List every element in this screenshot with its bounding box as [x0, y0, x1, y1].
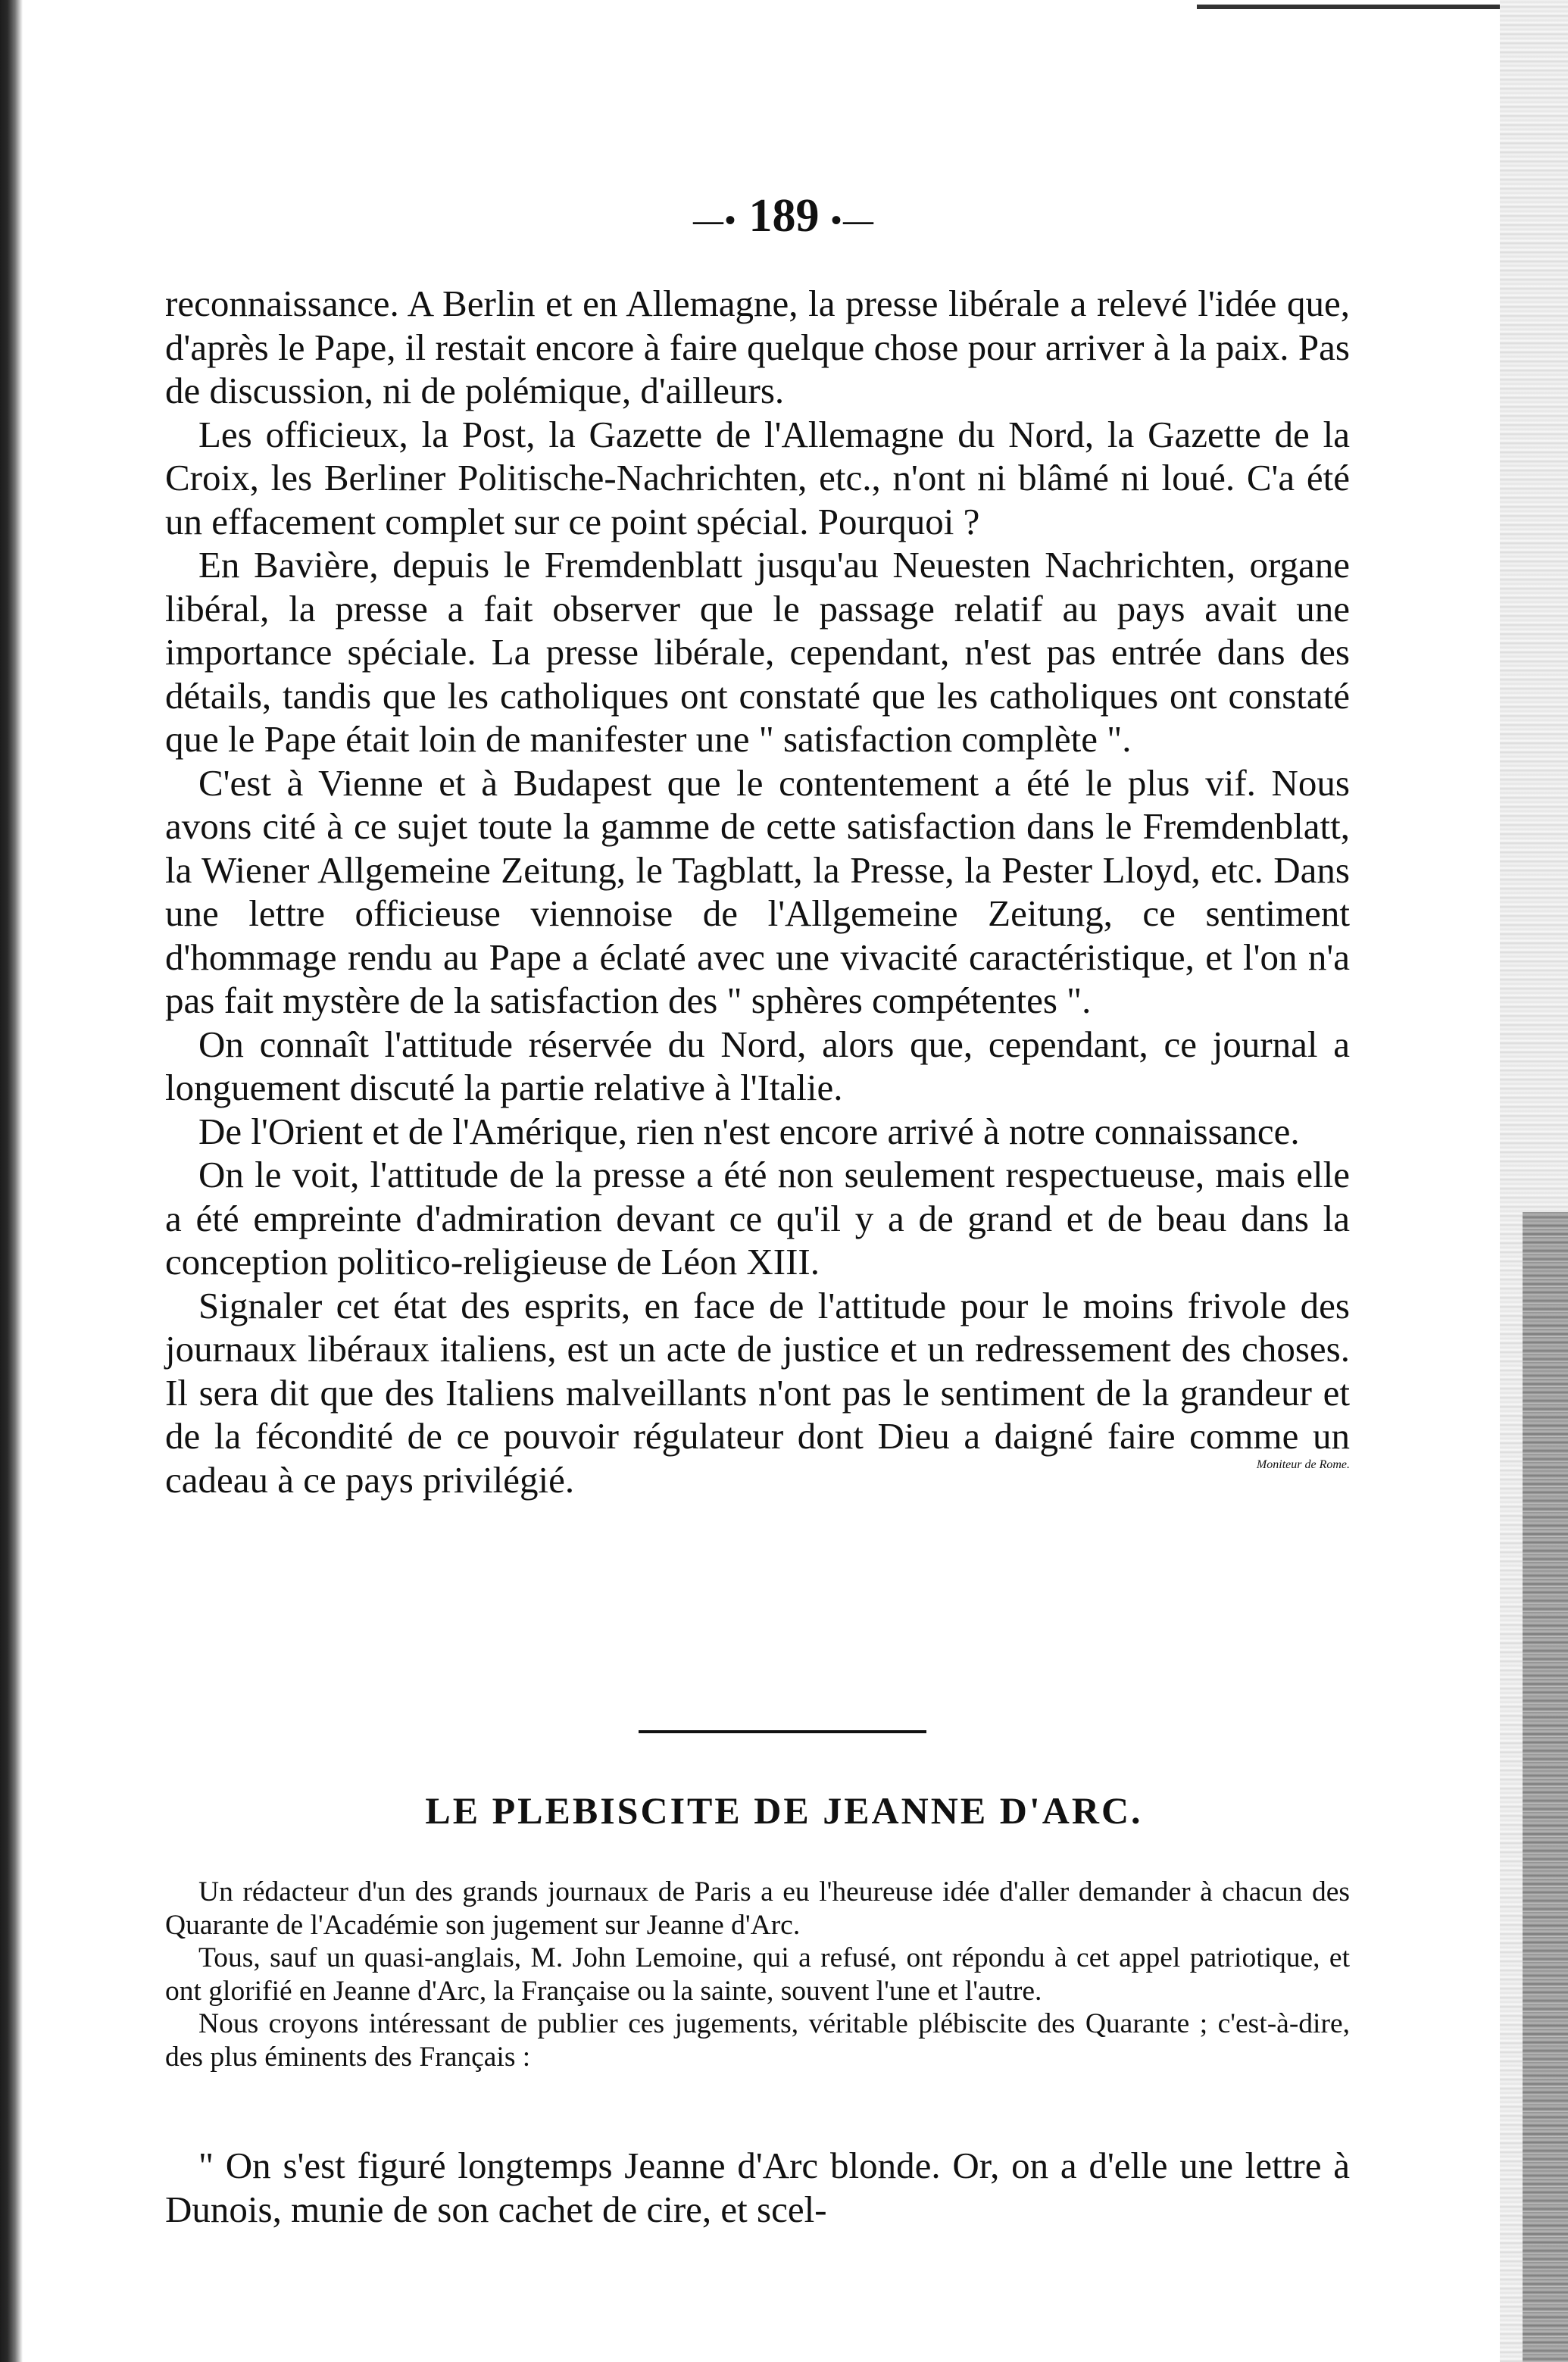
quote-text	[165, 2144, 1350, 2231]
paragraph: reconnaissance. A Berlin et en Allemagne, la presse libérale a relevé l'idée que, d'après le Pape, il restait encore à faire quelque chose pour arriver à la paix. Pas de discussion, ni de polémique, d'ailleurs.	[165, 283, 1350, 411]
article-body	[165, 282, 1350, 1501]
intro-paragraph: Nous croyons intéressant de publier ces jugements, véritable plébiscite des Quarante ; c'est-à-dire, des plus éminents des Français :	[165, 2008, 1350, 2073]
header-ornament-right: •—	[831, 202, 876, 237]
section-title: LE PLEBISCITE DE JEANNE D'ARC.	[425, 1789, 1143, 1832]
quote-paragraph: " On s'est figuré longtemps Jeanne d'Arc blonde. Or, on a d'elle une lettre à Dunois, munie de son cachet de cire, et scel-	[165, 2145, 1350, 2230]
intro-text	[165, 1876, 1350, 2073]
paragraph: Signaler cet état des esprits, en face de l'attitude pour le moins frivole des journaux libéraux italiens, est un acte de justice et un redressement des choses. Il sera dit que des Italiens malveillants n'ont pas le sentiment de la grandeur et de la fécondité de ce pouvoir régulateur dont Dieu a daigné faire comme un cadeau à ce pays privilégié.	[165, 1284, 1350, 1501]
paragraph: C'est à Vienne et à Budapest que le contentement a été le plus vif. Nous avons cité à ce sujet toute la gamme de cette satisfaction dans le Fremdenblatt, la Wiener Allgemeine Zeitung, le Tagblatt, la Presse, la Pester Lloyd, etc. Dans une lettre officieuse viennoise de l'Allgemeine Zeitung, ce sentiment d'hommage rendu au Pape a éclaté avec une vivacité caractéristique, et l'on n'a pas fait mystère de la satisfaction des " sphères compétentes ".	[165, 761, 1350, 1021]
page-number: 189	[748, 190, 820, 242]
binding-shadow	[0, 0, 23, 2362]
header-ornament-left: —•	[692, 202, 737, 237]
paragraph: En Bavière, depuis le Fremdenblatt jusqu'au Neuesten Nachrichten, organe libéral, la presse a fait observer que le passage relatif au pays avait une importance spéciale. La presse libérale, cependant, n'est pas entrée dans des détails, tandis que les catholiques ont constaté que les catholiques ont constaté que le Pape était loin de manifester une " satisfaction complète ".	[165, 544, 1350, 760]
paragraph: On connaît l'attitude réservée du Nord, alors que, cependant, ce journal a longuement discuté la partie relative à l'Italie.	[165, 1023, 1350, 1108]
signature: Moniteur de Rome.	[1256, 1458, 1350, 1471]
paragraph: De l'Orient et de l'Amérique, rien n'est encore arrivé à notre connaissance.	[198, 1110, 1300, 1152]
paragraph: On le voit, l'attitude de la presse a été non seulement respectueuse, mais elle a été empreinte d'admiration devant ce qu'il y a de grand et de beau dans la conception politico-religieuse de Léon XIII.	[165, 1154, 1350, 1283]
page-edge-bleed	[1523, 1212, 1568, 2362]
intro-paragraph: Un rédacteur d'un des grands journaux de Paris a eu l'heureuse idée d'aller demander à chacun des Quarante de l'Académie son jugement sur Jeanne d'Arc.	[165, 1876, 1350, 1941]
intro-paragraph: Tous, sauf un quasi-anglais, M. John Lemoine, qui a refusé, ont répondu à cet appel patriotique, et ont glorifié en Jeanne d'Arc, la Française ou la sainte, souvent l'une et l'autre.	[165, 1942, 1350, 2007]
paragraph: Les officieux, la Post, la Gazette de l'Allemagne du Nord, la Gazette de la Croix, les Berliner Politische-Nachrichten, etc., n'ont ni blâmé ni loué. C'a été un effacement complet sur ce point spécial. Pourquoi ?	[165, 413, 1350, 542]
top-edge-mark	[1197, 5, 1500, 9]
page-header	[0, 189, 1568, 247]
section-divider	[639, 1730, 926, 1733]
